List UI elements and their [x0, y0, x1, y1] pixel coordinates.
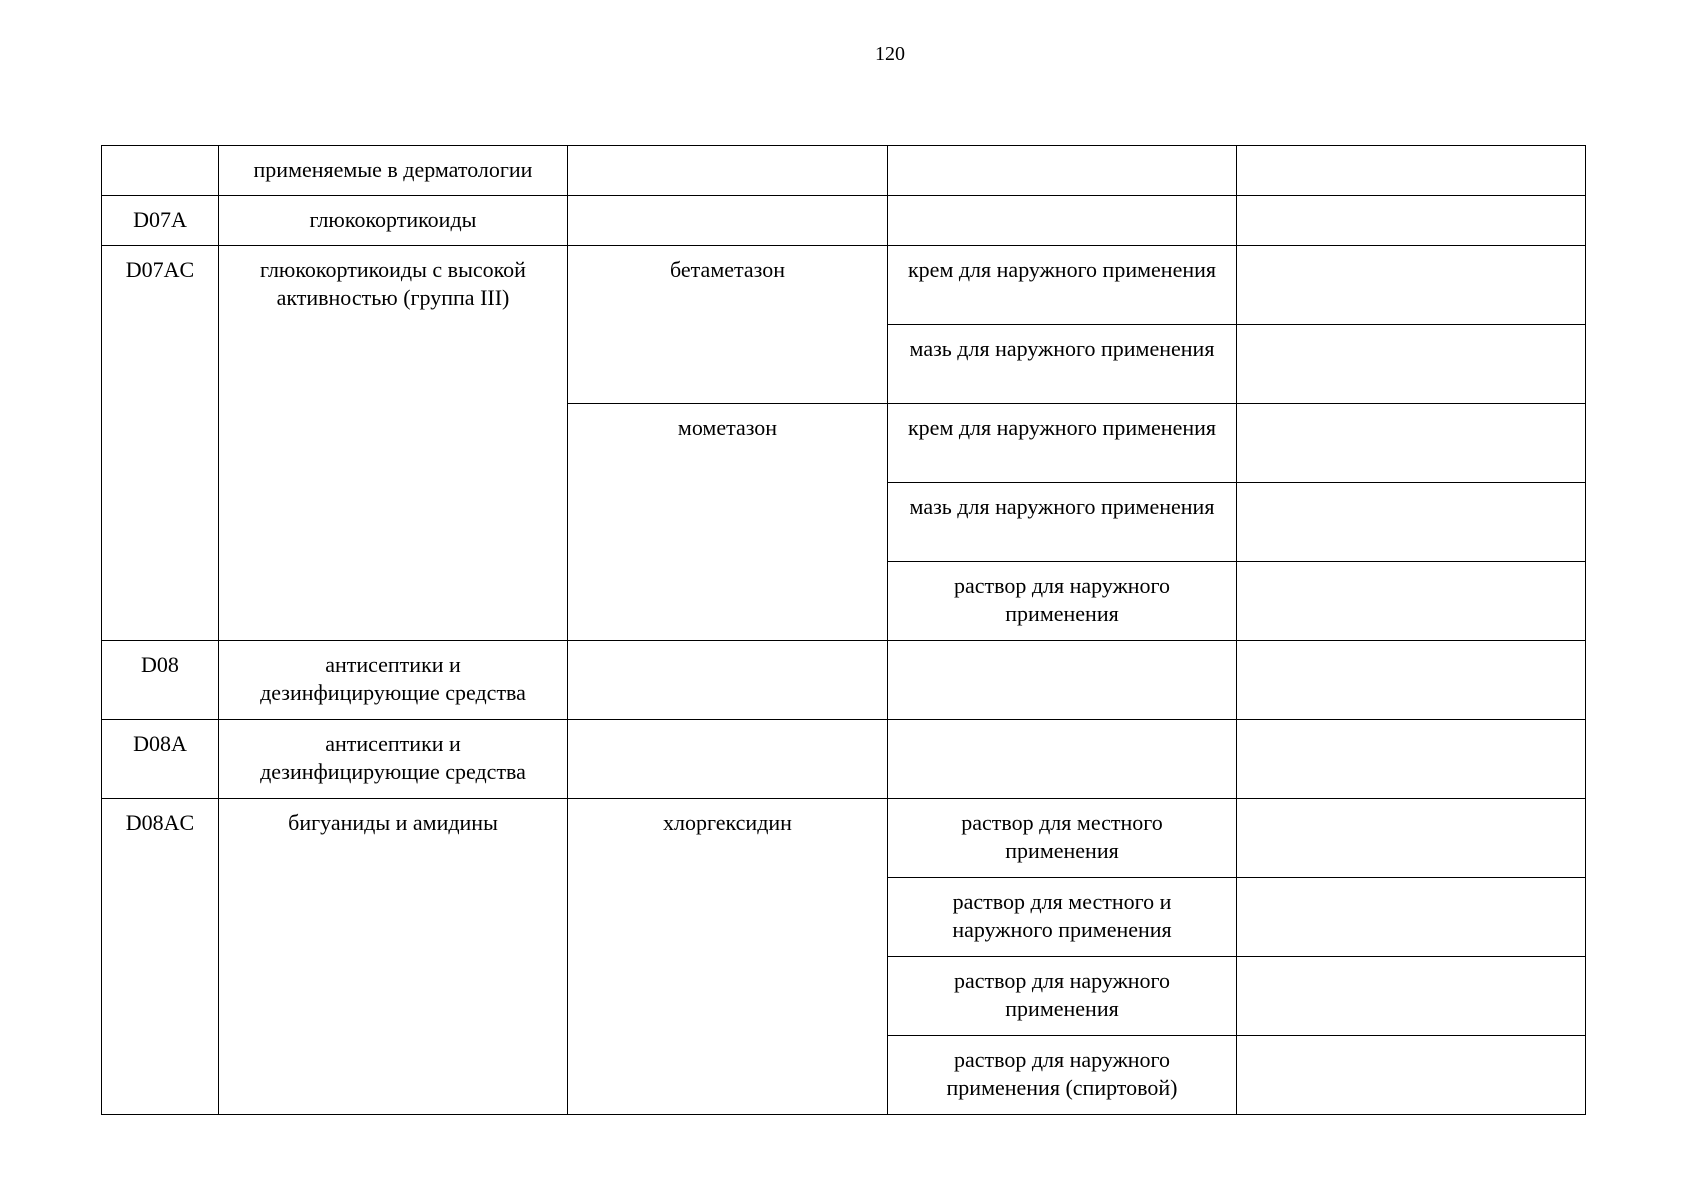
drug-cell [568, 641, 888, 720]
atc-code-cell [102, 146, 219, 196]
dosage-form-cell: раствор для наружного применения (спиртовой) [888, 1036, 1237, 1115]
note-cell [1237, 325, 1586, 404]
atc-code-cell: D08A [102, 720, 219, 799]
drug-cell [568, 146, 888, 196]
atc-code-cell: D08AC [102, 799, 219, 1115]
dosage-form-cell [888, 196, 1237, 246]
note-cell [1237, 246, 1586, 325]
dosage-form-cell [888, 720, 1237, 799]
table-row [102, 720, 1586, 799]
group-cell: антисептики и дезинфицирующие средства [219, 720, 568, 799]
dosage-form-cell: раствор для местного и наружного применения [888, 878, 1237, 957]
table-row [102, 196, 1586, 246]
note-cell [1237, 562, 1586, 641]
drug-cell: хлоргексидин [568, 799, 888, 1115]
dosage-form-cell: крем для наружного применения [888, 246, 1237, 325]
atc-code-cell: D08 [102, 641, 219, 720]
group-cell: применяемые в дерматологии [219, 146, 568, 196]
page-number: 120 [875, 43, 905, 65]
dosage-form-cell: мазь для наружного применения [888, 483, 1237, 562]
dosage-form-cell [888, 146, 1237, 196]
group-cell: глюкокортикоиды [219, 196, 568, 246]
drug-table [101, 145, 1586, 1115]
dosage-form-cell [888, 641, 1237, 720]
drug-cell: мометазон [568, 404, 888, 641]
dosage-form-cell: мазь для наружного применения [888, 325, 1237, 404]
atc-code-cell: D07A [102, 196, 219, 246]
drug-cell: бетаметазон [568, 246, 888, 404]
group-cell: антисептики и дезинфицирующие средства [219, 641, 568, 720]
dosage-form-cell: раствор для местного применения [888, 799, 1237, 878]
atc-code-cell: D07AC [102, 246, 219, 641]
note-cell [1237, 483, 1586, 562]
drug-cell [568, 196, 888, 246]
dosage-form-cell: раствор для наружного применения [888, 562, 1237, 641]
note-cell [1237, 196, 1586, 246]
table-row [102, 799, 1586, 878]
dosage-form-cell: крем для наружного применения [888, 404, 1237, 483]
note-cell [1237, 720, 1586, 799]
table-row [102, 246, 1586, 325]
group-cell: глюкокортикоиды с высокой активностью (группа III) [219, 246, 568, 641]
note-cell [1237, 799, 1586, 878]
note-cell [1237, 878, 1586, 957]
note-cell [1237, 641, 1586, 720]
table-row [102, 146, 1586, 196]
note-cell [1237, 1036, 1586, 1115]
dosage-form-cell: раствор для наружного применения [888, 957, 1237, 1036]
group-cell: бигуаниды и амидины [219, 799, 568, 1115]
note-cell [1237, 146, 1586, 196]
note-cell [1237, 404, 1586, 483]
drug-cell [568, 720, 888, 799]
table-row [102, 641, 1586, 720]
note-cell [1237, 957, 1586, 1036]
